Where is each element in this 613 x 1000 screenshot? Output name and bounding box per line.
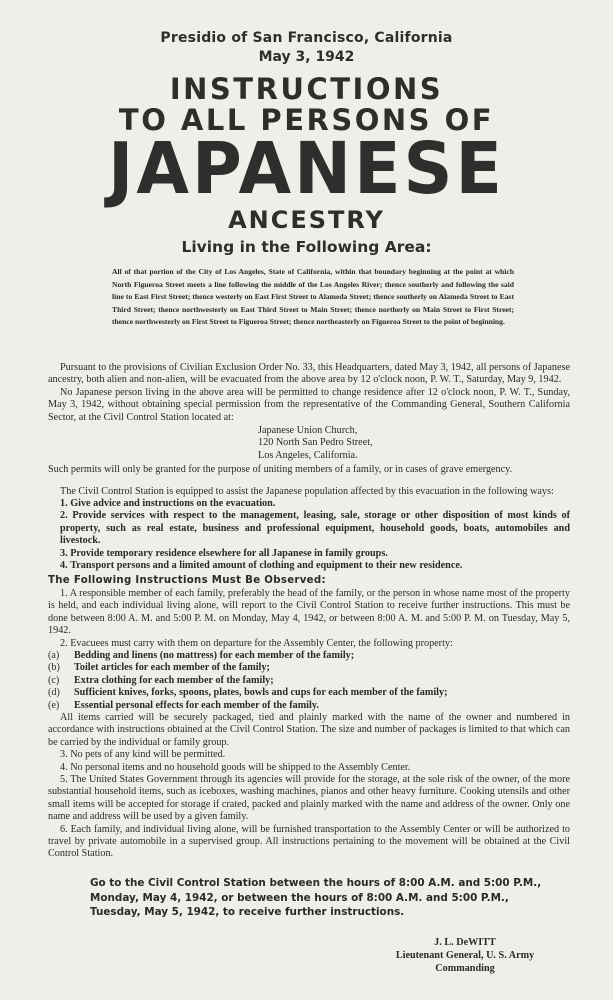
- property-item: (b) Toilet articles for each member of the family;: [48, 662, 270, 674]
- address-block: [258, 425, 570, 462]
- final-notice: Go to the Civil Control Station between the hours of 8:00 A.M. and 5:00 P.M., Monday, May 4, 1942, or between the hours of 8:00 A.M. and 5:00 P.M., Tuesday, May 5, 1942, to receive further instructions.: [90, 877, 542, 919]
- paragraph-evacuation-order: Pursuant to the provisions of Civilian Exclusion Order No. 33, this Headquarters, dated May 3, 1942, all persons of Japanese ancestry, both alien and non-alien, will be evacuated from the above area by 12 o'clock noon, P. W. T., Saturday, May 9, 1942.: [48, 362, 570, 386]
- property-item: (a) Bedding and linens (no mattress) for each member of the family;: [48, 649, 355, 661]
- date-line: May 3, 1942: [258, 49, 355, 65]
- instruction-5: 5. The United States Government through its agencies will provide for the storage, at the sole risk of the owner, of the more substantial household items, such as iceboxes, washing machines, pianos and other heavy furniture. Cooking utensils and other small items will be accepted for storage if crated, packed and plainly marked with the name and address of the owner. Only one name and address will be used by a given family.: [48, 774, 570, 823]
- title-line-1: INSTRUCTIONS: [169, 72, 444, 106]
- service-item: 2. Provide services with respect to the management, leasing, sale, storage or other disposition of most kinds of property, such as real estate, business and professional equipment, household goods, boats, automobiles and livestock.: [60, 510, 571, 547]
- title-line-4: ANCESTRY: [228, 206, 385, 234]
- instruction-2: 2. Evacuees must carry with them on departure for the Assembly Center, the following property:: [60, 637, 453, 649]
- title-line-3: JAPANESE: [108, 128, 505, 211]
- instructions-heading: The Following Instructions Must Be Observed:: [48, 574, 326, 586]
- paragraph-permits: Such permits will only be granted for the purpose of uniting members of a family, or in cases of grave emergency.: [48, 464, 513, 476]
- subtitle: Living in the Following Area:: [181, 238, 432, 256]
- service-item: 4. Transport persons and a limited amount of clothing and equipment to their new residence.: [60, 560, 463, 572]
- paragraph-civil-control: The Civil Control Station is equipped to assist the Japanese population affected by this evacuation in the following ways:: [60, 485, 554, 497]
- service-item: 3. Provide temporary residence elsewhere for all Japanese in family groups.: [60, 547, 388, 559]
- title-line-2: TO ALL PERSONS OF: [118, 103, 495, 137]
- address-line: Japanese Union Church,: [258, 425, 358, 437]
- paragraph-residence-change: No Japanese person living in the above area will be permitted to change residence after 12 o'clock noon, P. W. T., Sunday, May 3, 1942, without obtaining special permission from the representative of the Commanding General, Southern California Sector, at the Civil Control Station located at:: [48, 386, 570, 423]
- area-description: All of that portion of the City of Los Angeles, State of California, within that boundary beginning at the point at which North Figueroa Street meets a line following the middle of the Los Angeles River; thence southerly and following the said line to East First Street; thence westerly on East First Street to Alameda Street; thence southerly on Alameda Street to East Third Street; thence northwesterly on East Third Street to Main Street; thence northerly on Main Street to First Street; thence northwesterly on First Street to Figueroa Street; thence northeasterly on Figueroa Street to the point of beginning.: [112, 267, 514, 327]
- service-item: 1. Give advice and instructions on the evacuation.: [60, 498, 276, 510]
- instruction-1: 1. A responsible member of each family, preferably the head of the family, or the person in whose name most of the property is held, and each individual living alone, will report to the Civil Control Station to receive further instructions. This must be done between 8:00 A. M. and 5:00 P. M. on Monday, May 4, 1942, or between 8:00 A. M. and 5:00 P. M. on Tuesday, May 5, 1942.: [48, 587, 570, 637]
- signature-block: [395, 936, 535, 975]
- property-item: (d) Sufficient knives, forks, spoons, plates, bowls and cups for each member of the family;: [48, 687, 448, 699]
- instruction-4: 4. No personal items and no household goods will be shipped to the Assembly Center.: [60, 761, 411, 773]
- signature-role: Commanding: [435, 963, 495, 974]
- address-line: 120 North San Pedro Street,: [258, 437, 373, 449]
- body-text: [48, 362, 570, 861]
- signature-name: J. L. DeWITT: [434, 937, 496, 948]
- paragraph-items-packaging: All items carried will be securely packaged, tied and plainly marked with the name of the owner and numbered in accordance with instructions obtained at the Civil Control Station. The size and number of packages is limited to that which can be carried by the individual or family group.: [48, 711, 570, 748]
- instruction-3: 3. No pets of any kind will be permitted.: [60, 749, 226, 761]
- address-line: Los Angeles, California.: [258, 449, 358, 461]
- signature-rank: Lieutenant General, U. S. Army: [395, 950, 535, 961]
- instruction-6: 6. Each family, and individual living alone, will be furnished transportation to the Assembly Center or will be authorized to travel by private automobile in a supervised group. All instructions pertaining to the movement will be obtained at the Civil Control Station.: [48, 823, 570, 860]
- property-item: (c) Extra clothing for each member of the family;: [48, 674, 274, 686]
- property-item: (e) Essential personal effects for each member of the family.: [48, 699, 319, 711]
- location-line: Presidio of San Francisco, California: [160, 30, 453, 46]
